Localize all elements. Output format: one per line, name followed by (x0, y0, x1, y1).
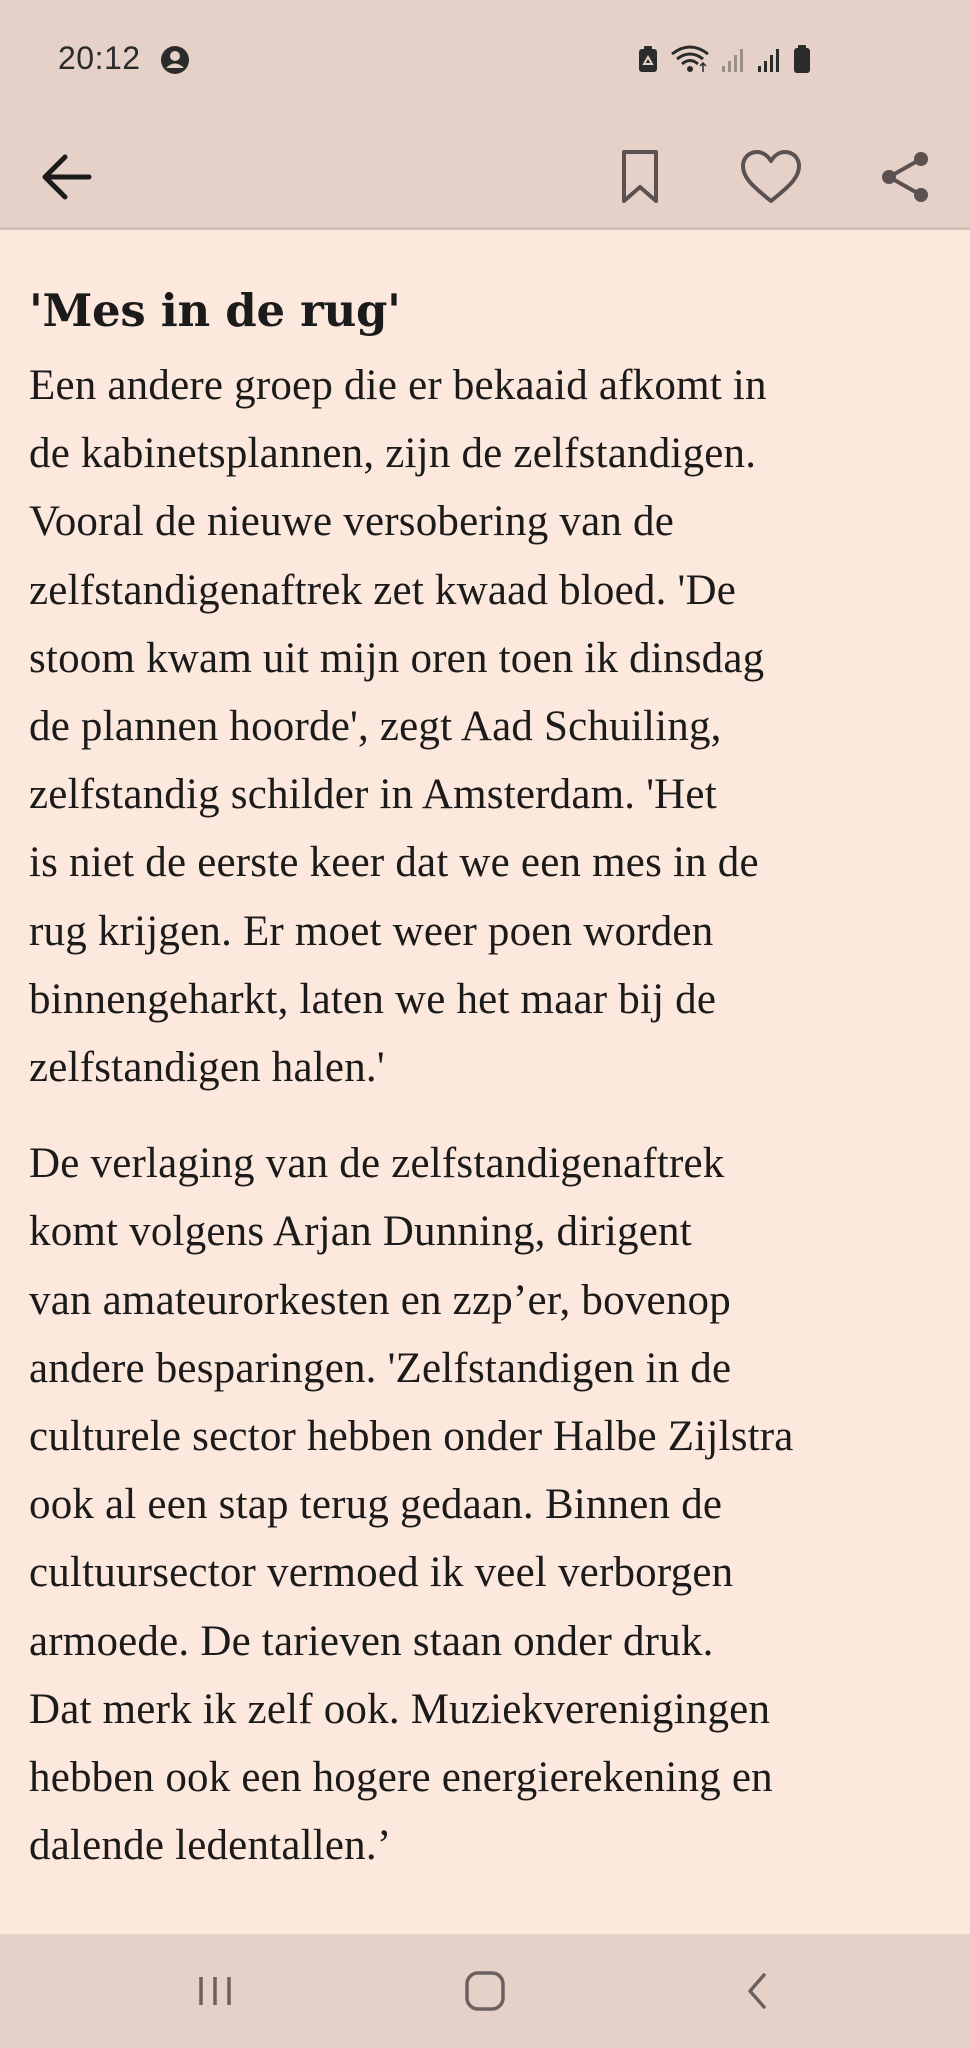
recent-apps-button[interactable] (180, 1934, 250, 2048)
chevron-left-icon (742, 1971, 772, 2011)
article-paragraph: Een andere groep die er bekaaid afkomt in de kabinetsplannen, zijn de zelfstandigen. Vooral de nieuwe versobering van de zelfstandigenaftrek zet kwaad bloed. 'De stoom kwam uit mijn oren toen ik dinsdag de plannen hoorde', zegt Aad Schuiling, zelfstandig schilder in Amsterdam. 'Het is niet de eerste keer dat we een mes in de rug krijgen. Er moet weer poen worden binnengeharkt, laten we het maar bij de zelfstandigen halen.' (29, 362, 767, 1092)
back-button[interactable] (30, 124, 104, 230)
article-paragraph: De verlaging van de zelfstandigenaftrek komt volgens Arjan Dunning, dirigent van amateurorkesten en zzp’er, bovenop andere besparingen. 'Zelfstandigen in de culturele sector hebben onder Halbe Zijlstra ook al een stap terug gedaan. Binnen de cultuursector vermoed ik veel verborgen armoede. De tarieven staan onder druk. Dat merk ik zelf ook. Muziekverenigingen hebben ook een hogere energierekening en dalende ledentallen.’ (29, 1140, 794, 1870)
system-nav-bar (0, 1934, 970, 2048)
bookmark-icon (620, 149, 660, 205)
signal-icon (720, 44, 746, 78)
recycle-icon (636, 44, 660, 78)
recent-apps-icon (195, 1973, 235, 2009)
article-toolbar (0, 124, 970, 230)
like-button[interactable] (731, 124, 811, 230)
share-icon (879, 149, 931, 205)
status-icons (636, 44, 812, 78)
wifi-icon (670, 44, 710, 78)
home-button[interactable] (450, 1934, 520, 2048)
heart-icon (739, 149, 803, 205)
bookmark-button[interactable] (607, 124, 673, 230)
profile-icon (160, 45, 190, 79)
status-time: 20:12 (58, 40, 141, 76)
system-back-button[interactable] (722, 1934, 792, 2048)
share-button[interactable] (870, 124, 940, 230)
battery-icon (792, 44, 812, 78)
section-heading: 'Mes in de rug' (29, 284, 401, 337)
status-bar (0, 0, 970, 124)
signal-icon (756, 44, 782, 78)
article-body (29, 230, 949, 1880)
arrow-left-icon (41, 154, 93, 200)
home-icon (463, 1969, 507, 2013)
